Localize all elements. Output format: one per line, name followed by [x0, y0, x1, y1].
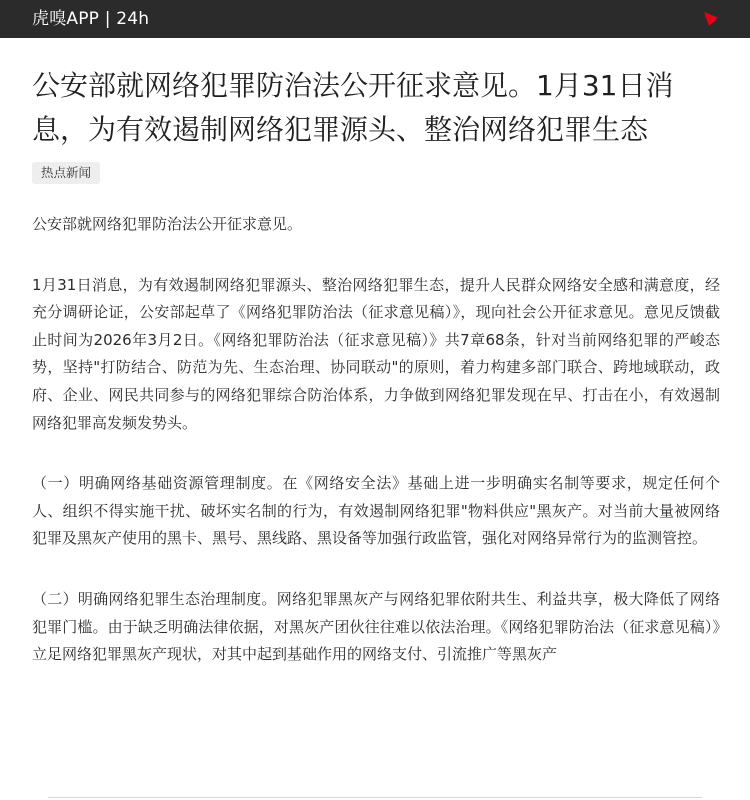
- article: [32, 38, 720, 702]
- article-body: [32, 211, 720, 669]
- app-title: 虎嗅APP | 24h: [32, 9, 150, 29]
- bottom-divider: [48, 797, 702, 798]
- top-bar: [0, 0, 750, 38]
- article-paragraph-2: 1月31日消息，为有效遏制网络犯罪源头、整治网络犯罪生态，提升人民群众网络安全感和满意度，经充分调研论证，公安部起草了《网络犯罪防治法（征求意见稿）》，现向社会公开征求意见。意见反馈截止时间为2026年3月2日。《网络犯罪防治法（征求意见稿）》共7章68条，针对当前网络犯罪的严峻态势，坚持"打防结合、防范为先、生态治理、协同联动"的原则，着力构建多部门联合、跨地域联动，政府、企业、网民共同参与的网络犯罪综合防治体系，力争做到网络犯罪发现在早、打击在小，有效遏制网络犯罪高发频发势头。: [32, 275, 720, 432]
- play-arrow-icon[interactable]: [703, 11, 719, 27]
- article-headline: 公安部就网络犯罪防治法公开征求意见。1月31日消息，为有效遏制网络犯罪源头、整治网络犯罪生态: [32, 69, 674, 146]
- article-paragraph-4: （二）明确网络犯罪生态治理制度。网络犯罪黑灰产与网络犯罪依附共生、利益共享，极大降低了网络犯罪门槛。由于缺乏明确法律依据，对黑灰产团伙往往难以依法治理。《网络犯罪防治法（征求意见稿）》立足网络犯罪黑灰产现状，对其中起到基础作用的网络支付、引流推广等黑灰产: [32, 589, 720, 664]
- article-paragraph-1: 公安部就网络犯罪防治法公开征求意见。: [32, 215, 303, 233]
- article-paragraph-3: （一）明确网络基础资源管理制度。在《网络安全法》基础上进一步明确实名制等要求，规定任何个人、组织不得实施干扰、破坏实名制的行为，有效遏制网络犯罪"物料供应"黑灰产。对当前大量被网络犯罪及黑灰产使用的黑卡、黑号、黑线路、黑设备等加强行政监管，强化对网络异常行为的监测管控。: [32, 474, 720, 548]
- news-tag[interactable]: 热点新闻: [32, 162, 100, 184]
